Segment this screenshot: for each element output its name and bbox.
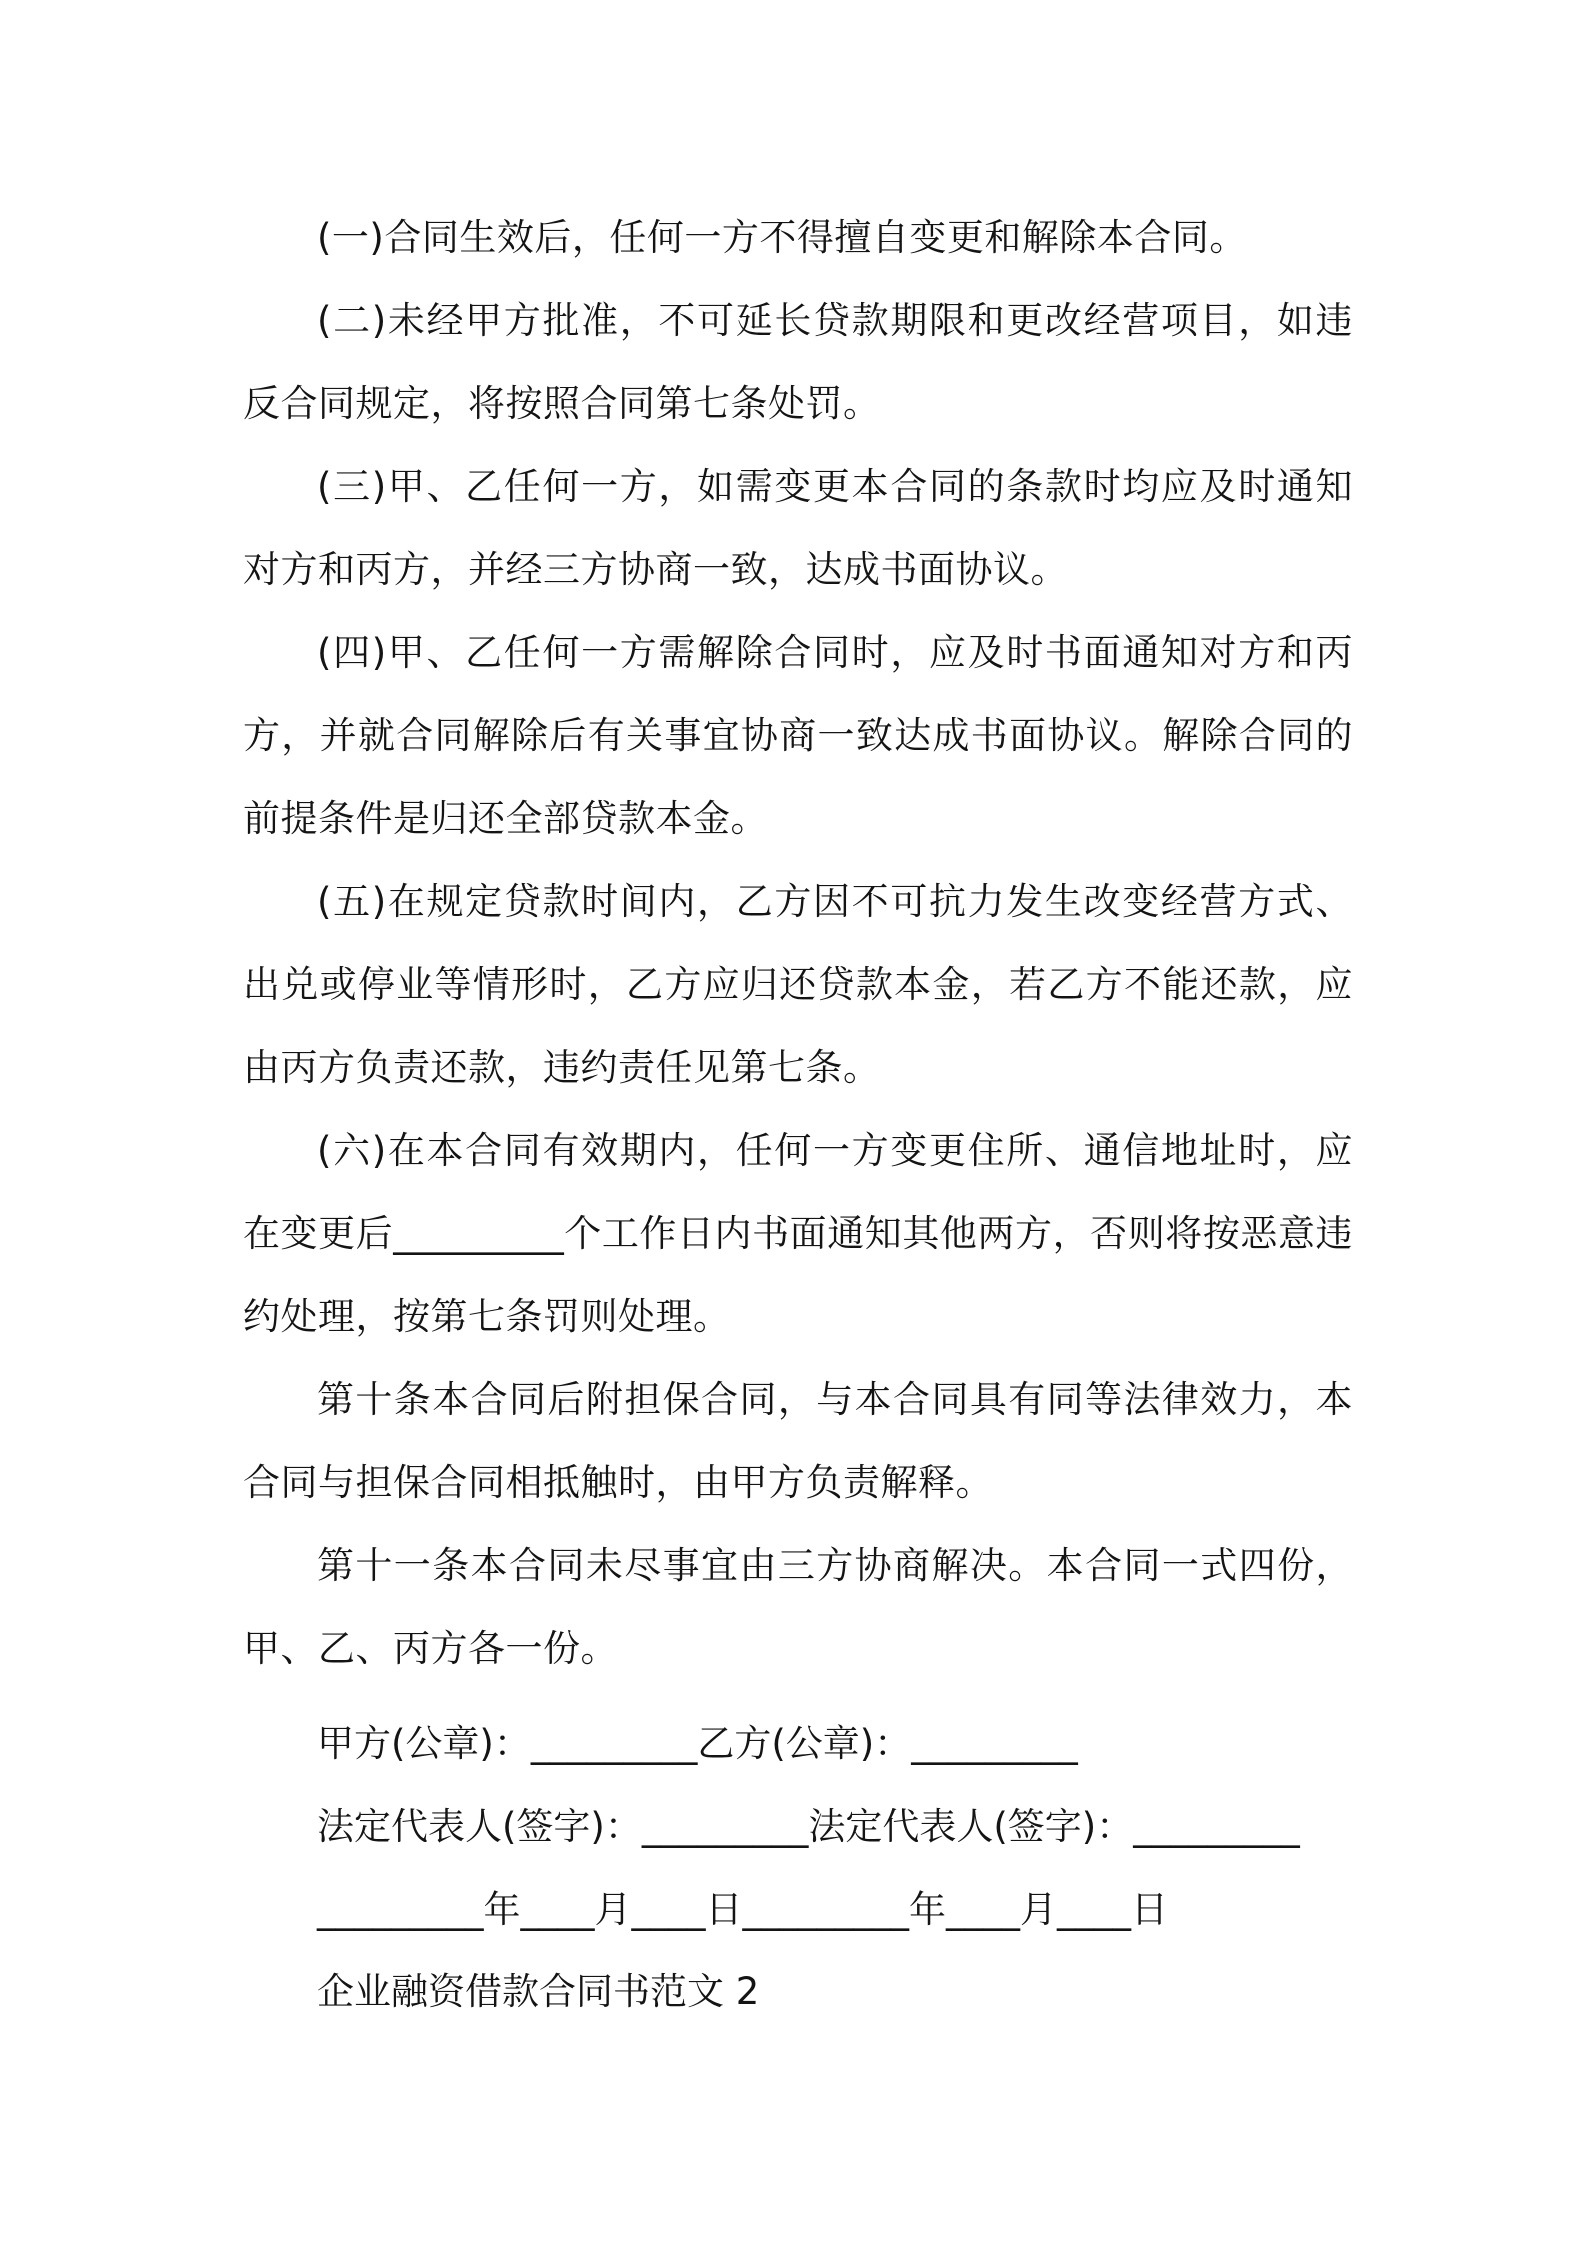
clause-paragraph-2: (二)未经甲方批准，不可延长贷款期限和更改经营项目，如违反合同规定，将按照合同第七条处罚。 [243, 299, 1353, 425]
clause-paragraph-5: (五)在规定贷款时间内，乙方因不可抗力发生改变经营方式、出兑或停业等情形时，乙方应归还贷款本金，若乙方不能还款，应由丙方负责还款，违约责任见第七条。 [243, 880, 1353, 1089]
contract-body [243, 196, 1353, 1690]
next-document-title: 企业融资借款合同书范文 2 [317, 1970, 760, 2013]
article-11-paragraph: 第十一条本合同未尽事宜由三方协商解决。本合同一式四份，甲、乙、丙方各一份。 [243, 1544, 1353, 1670]
legal-representative-line: 法定代表人(签字)：_________法定代表人(签字)：_________ [317, 1805, 1300, 1848]
clause-paragraph-6: (六)在本合同有效期内，任何一方变更住所、通信地址时，应在变更后_________个工作日内书面通知其他两方，否则将按恶意违约处理，按第七条罚则处理。 [243, 1129, 1353, 1338]
clause-paragraph-1: (一)合同生效后，任何一方不得擅自变更和解除本合同。 [317, 216, 1247, 259]
clause-paragraph-3: (三)甲、乙任何一方，如需变更本合同的条款时均应及时通知对方和丙方，并经三方协商一致，达成书面协议。 [243, 465, 1353, 591]
date-line: _________年____月____日_________年____月____日 [317, 1888, 1168, 1931]
signature-block [317, 1702, 1367, 1951]
party-seal-line: 甲方(公章)：_________乙方(公章)：_________ [317, 1722, 1078, 1765]
clause-paragraph-4: (四)甲、乙任何一方需解除合同时，应及时书面通知对方和丙方，并就合同解除后有关事宜协商一致达成书面协议。解除合同的前提条件是归还全部贷款本金。 [243, 631, 1353, 840]
article-10-paragraph: 第十条本合同后附担保合同，与本合同具有同等法律效力，本合同与担保合同相抵触时，由甲方负责解释。 [243, 1378, 1353, 1504]
